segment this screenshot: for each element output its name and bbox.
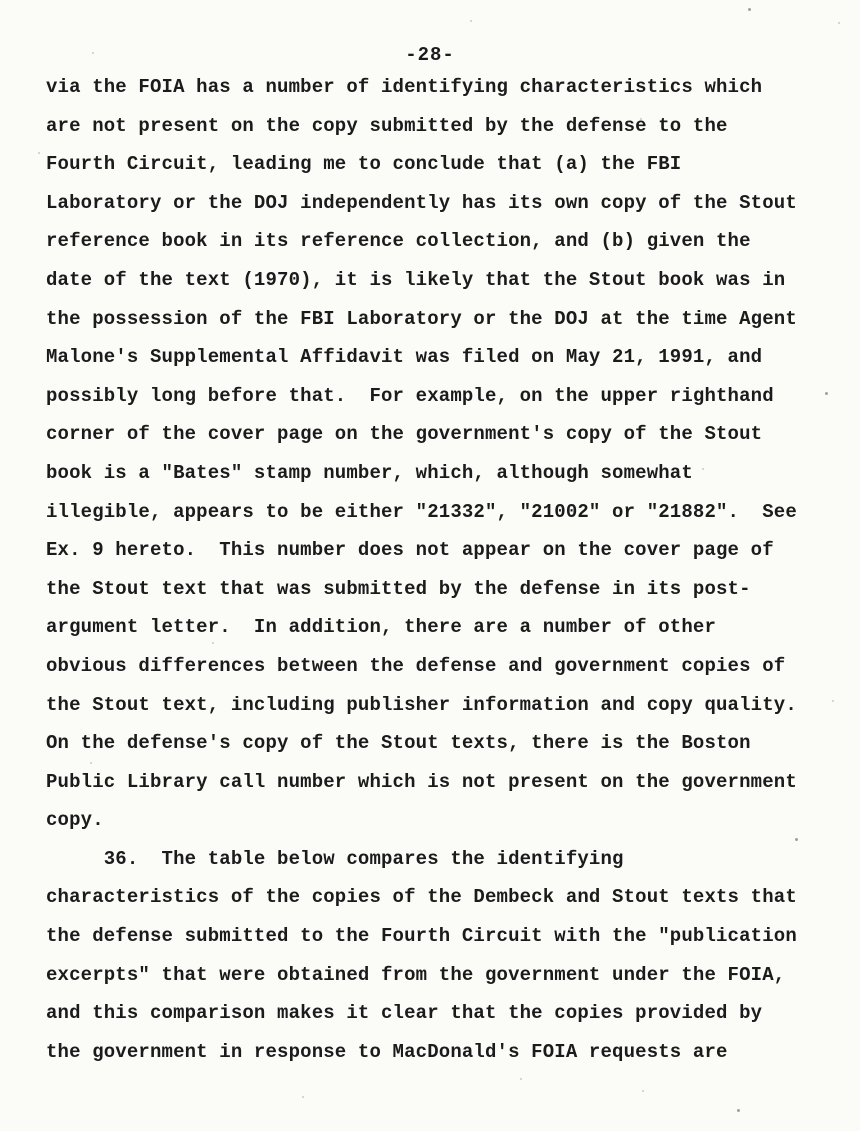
- text-line: are not present on the copy submitted by the defense to the: [46, 114, 728, 137]
- text-line: illegible, appears to be either "21332", "21002" or "21882". See: [46, 500, 797, 523]
- text-line: reference book in its reference collection, and (b) given the: [46, 230, 751, 253]
- text-line: book is a "Bates" stamp number, which, although somewhat: [46, 461, 693, 484]
- text-line: argument letter. In addition, there are a number of other: [46, 616, 717, 639]
- text-line: obvious differences between the defense and government copies of: [46, 654, 786, 677]
- scan-speck: [737, 1109, 740, 1112]
- text-line: excerpts" that were obtained from the government under the FOIA,: [46, 963, 786, 986]
- scan-speck: [212, 642, 214, 644]
- text-line: date of the text (1970), it is likely that the Stout book was in: [46, 268, 786, 291]
- scan-speck: [90, 762, 92, 764]
- text-line: the Stout text, including publisher information and copy quality.: [46, 693, 797, 716]
- scan-speck: [795, 838, 798, 841]
- text-line: possibly long before that. For example, on the upper righthand: [46, 384, 774, 407]
- text-line: the government in response to MacDonald's FOIA requests are: [46, 1040, 728, 1063]
- scan-speck: [825, 392, 828, 395]
- scan-speck: [520, 1078, 522, 1080]
- scan-speck: [748, 8, 751, 11]
- text-line: Ex. 9 hereto. This number does not appear on the cover page of: [46, 539, 774, 562]
- text-line: copy.: [46, 809, 104, 832]
- text-line: Malone's Supplemental Affidavit was filed on May 21, 1991, and: [46, 346, 763, 369]
- text-line: Laboratory or the DOJ independently has its own copy of the Stout: [46, 191, 797, 214]
- scan-speck: [92, 52, 94, 54]
- scan-speck: [470, 20, 472, 22]
- text-line: and this comparison makes it clear that the copies provided by: [46, 1002, 763, 1025]
- scan-speck: [302, 1096, 304, 1098]
- text-line: Fourth Circuit, leading me to conclude that (a) the FBI: [46, 153, 682, 176]
- text-line: On the defense's copy of the Stout texts, there is the Boston: [46, 732, 751, 755]
- scan-speck: [832, 700, 834, 702]
- text-line: 36. The table below compares the identifying: [46, 847, 624, 870]
- text-line: Public Library call number which is not present on the government: [46, 770, 797, 793]
- body-text: [46, 68, 836, 1071]
- page-number: -28-: [405, 44, 455, 66]
- scan-speck: [702, 468, 704, 470]
- scan-speck: [838, 22, 840, 24]
- scan-speck: [642, 1090, 644, 1092]
- text-line: the possession of the FBI Laboratory or the DOJ at the time Agent: [46, 307, 797, 330]
- text-line: the defense submitted to the Fourth Circuit with the "publication: [46, 925, 797, 948]
- text-line: the Stout text that was submitted by the defense in its post-: [46, 577, 751, 600]
- scan-speck: [38, 152, 40, 154]
- text-line: via the FOIA has a number of identifying characteristics which: [46, 76, 763, 98]
- text-line: corner of the cover page on the government's copy of the Stout: [46, 423, 763, 446]
- scan-speck: [640, 118, 642, 120]
- text-line: characteristics of the copies of the Dembeck and Stout texts that: [46, 886, 797, 909]
